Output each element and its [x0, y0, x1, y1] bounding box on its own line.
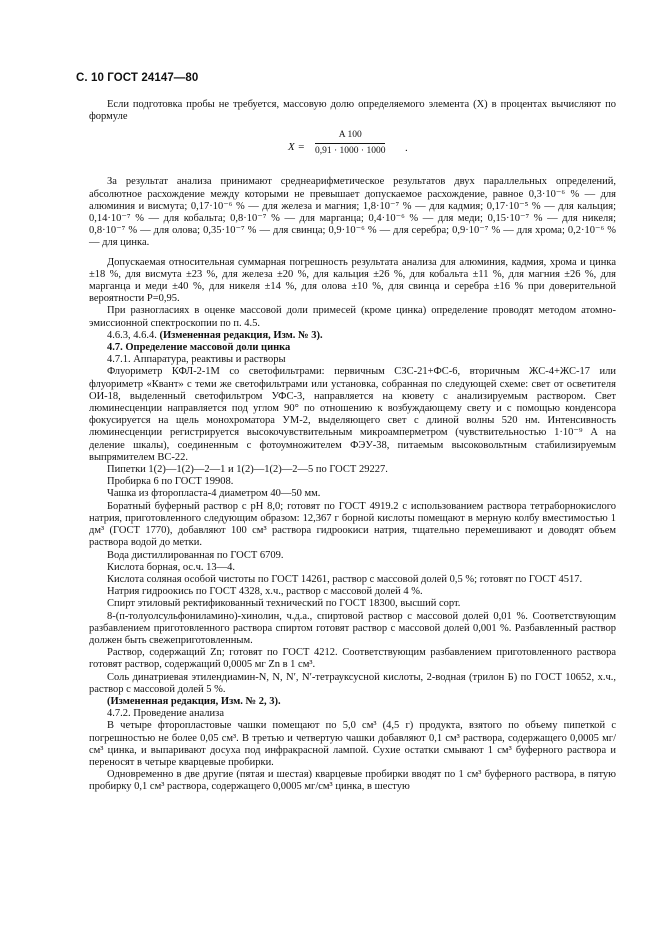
formula-fraction	[315, 129, 385, 156]
paragraph: Пробирка 6 по ГОСТ 19908.	[107, 476, 234, 488]
formula-lhs: X =	[288, 141, 305, 154]
paragraph: Флуориметр КФЛ-2-1М со светофильтрами: первичным СЗС-21+ФС-6, вторичным ЖС-4+ЖС-17 или флуориметр «Квант» с теми же светофильтрами или установка, собранная по следующей схеме: свет от осветителя ОИ-18, выделенный светофильтром УФС-3, направляется на кювету с анализируемым раствором. Свет люминесценции направляется под углом 90° по отношению к возбуждающему свету и с помощью конденсора фокусируется на щель монохроматора УМ-2, выделяющего свет с длиной волны 520 нм. Интенсивность люминесценции регистрируется высокочувствительным микроамперметром (чувствительностью 1·10⁻⁹ А на деление шкалы), соединенным с фотоумножителем ФЭУ-38, питаемым высоковольтным стабилизируемым выпрямителем ВС-22.	[89, 366, 616, 463]
paragraph: Спирт этиловый ректификованный технический по ГОСТ 18300, высший сорт.	[107, 598, 461, 610]
paragraph: Кислота борная, ос.ч. 13—4.	[107, 561, 236, 573]
paragraph: Пипетки 1(2)—1(2)—2—1 и 1(2)—1(2)—2—5 по ГОСТ 29227.	[107, 464, 388, 476]
paragraph: В четыре фторопластовые чашки помещают по 5,0 см³ (4,5 г) продукта, взятого по объему пипеткой с погрешностью не более 0,05 см³. В третью и четвертую чашки добавляют 0,1 см³ раствора, содержащего 0,0005 мг/см³ цинка, и выпаривают досуха под инфракрасной лампой. Сухие остатки смывают 1 см³ буферного раствора и переносят в четыре кварцевые пробирки.	[89, 720, 616, 768]
paragraph	[89, 330, 616, 342]
paragraph: Соль динатриевая этилендиамин-N, N, N′, N′-тетрауксусной кислоты, 2-водная (трилон Б) по ГОСТ 10652, х.ч., раствор с массовой долей 5 %.	[89, 671, 616, 695]
paragraph: Раствор, содержащий Zn; готовят по ГОСТ 4212. Соответствующим разбавлением приготовленного раствора готовят раствор, содержащий 0,0005 мг Zn в 1 см³.	[89, 647, 616, 671]
document-body	[89, 99, 616, 794]
amendment-note: (Измененная редакция, Изм. № 2, 3).	[107, 695, 281, 707]
formula-end: .	[405, 142, 408, 155]
subsection-heading: 4.7.2. Проведение анализа	[107, 708, 224, 720]
paragraph: При разногласиях в оценке массовой доли примесей (кроме цинка) определение проводят методом атомно-эмиссионной спектроскопии по п. 4.5.	[89, 305, 616, 329]
paragraph: Вода дистиллированная по ГОСТ 6709.	[107, 549, 284, 561]
paragraph: Если подготовка пробы не требуется, массовую долю определяемого элемента (X) в процентах вычисляют по формуле	[89, 99, 616, 123]
paragraph: За результат анализа принимают среднеарифметическое результатов двух параллельных определений, абсолютное расхождение между которыми не превышает допускаемое расхождение, равное 0,3·10⁻⁶ % — для алюминия и висмута; 0,17·10⁻⁶ % — для железа и магния; 1,8·10⁻⁷ % — для кадмия; 0,17·10⁻⁵ % — для кальция; 0,14·10⁻⁷ % — для кобальта; 0,8·10⁻⁷ % — для марганца; 0,4·10⁻⁶ % — для меди; 0,15·10⁻⁷ % — для никеля; 0,8·10⁻⁷ % — для олова; 0,35·10⁻⁷ % — для свинца; 0,9·10⁻⁶ % — для серебра; 0,9·10⁻⁷ % — для хрома; 0,2·10⁻⁶ % — для цинка.	[89, 176, 616, 249]
paragraph: Боратный буферный раствор с pH 8,0; готовят по ГОСТ 4919.2 с использованием раствора тетраборнокислого натрия, приготовленного следующим образом: 12,367 г борной кислоты помещают в мерную колбу вместимостью 1 дм³ (ГОСТ 1770), добавляют 100 см³ раствора гидроокиси натрия, тщательно перемешивают и доводят объем раствора водой до метки.	[89, 500, 616, 549]
formula-denominator: 0,91 · 1000 · 1000	[315, 145, 386, 156]
formula	[89, 129, 616, 169]
paragraph: Допускаемая относительная суммарная погрешность результата анализа для алюминия, кадмия, хрома и цинка ±18 %, для висмута ±23 %, для железа ±20 %, для кальция ±26 %, для кобальта ±11 %, для магния ±26 %, для марганца и меди ±40 %, для никеля ±14 %, для олова ±10 %, для свинца и серебра ±16 % при доверительной вероятности P=0,95.	[89, 256, 616, 305]
page-header: С. 10 ГОСТ 24147—80	[76, 72, 199, 84]
paragraph: Чашка из фторопласта-4 диаметром 40—50 мм.	[107, 488, 321, 500]
formula-numerator: A 100	[338, 130, 362, 141]
amendment-note: (Измененная редакция, Изм. № 3).	[159, 329, 323, 341]
paragraph: Кислота соляная особой чистоты по ГОСТ 14261, раствор с массовой долей 0,5 %; готовят по ГОСТ 4517.	[107, 573, 583, 585]
paragraph: Одновременно в две другие (пятая и шестая) кварцевые пробирки вводят по 1 см³ буферного раствора, в пятую пробирку 0,1 см³ раствора, содержащего 0,0005 мг/см³ цинка, в шестую	[89, 769, 616, 793]
paragraph: Натрия гидроокись по ГОСТ 4328, х.ч., раствор с массовой долей 4 %.	[107, 586, 423, 598]
subsection-heading: 4.7.1. Аппаратура, реактивы и растворы	[107, 354, 286, 366]
section-ref: 4.6.3, 4.6.4.	[107, 329, 160, 341]
section-heading: 4.7. Определение массовой доли цинка	[107, 342, 291, 354]
paragraph: 8-(п-толуолсульфониламино)-хинолин, ч.д.а., спиртовой раствор с массовой долей 0,01 %. Соответствующим разбавлением приготовленного раствора спиртом готовят раствор с массовой долей 0,001 %. Разбавленный раствор должен быть свежеприготовленным.	[89, 610, 616, 646]
